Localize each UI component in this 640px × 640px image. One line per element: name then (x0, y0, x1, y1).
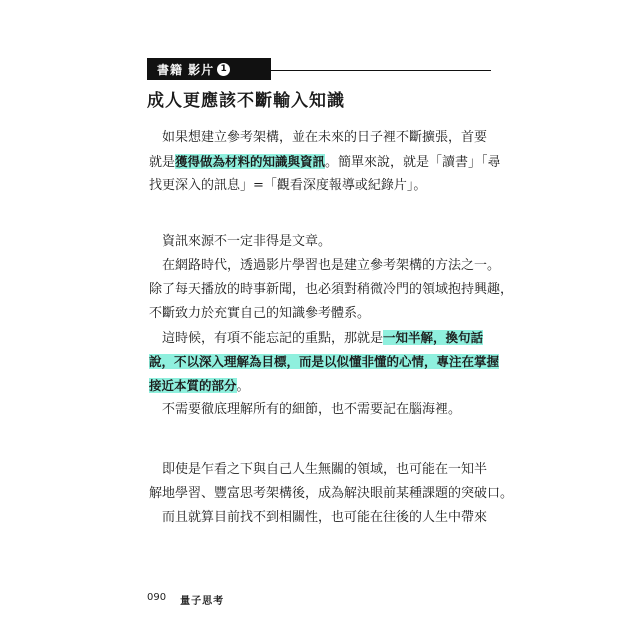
body-line (149, 304, 370, 324)
text-segment: 就是 (149, 155, 176, 170)
body-line (149, 352, 499, 372)
body-line (149, 376, 250, 396)
text-segment: 不斷致力於充實自己的知識參考體系。 (149, 306, 371, 321)
text-segment: 不需要徹底理解所有的細節，也不需要記在腦海裡。 (149, 402, 462, 417)
text-segment: 。簡單來說，就是「讀書」「尋 (325, 155, 501, 170)
highlighted-text: 獲得做為材料的知識與資訊 (175, 154, 326, 169)
section-number-badge: 1 (217, 63, 230, 76)
book-title: 量子思考 (180, 596, 225, 607)
highlighted-text: 說，不以深入理解為目標，而是以似懂非懂的心情，專注在掌握 (149, 354, 500, 369)
text-segment: 這時候，有項不能忘記的重點，那就是 (149, 331, 384, 346)
body-line (149, 176, 426, 196)
page-footer (147, 592, 224, 607)
text-segment: 如果想建立參考架構，並在未來的日子裡不斷擴張，首要 (149, 130, 488, 145)
body-line (149, 328, 483, 348)
text-segment: 解地學習、豐富思考架構後，成為解決眼前某種課題的突破口。 (149, 486, 514, 501)
body-line (149, 280, 513, 300)
body-line (149, 152, 501, 172)
section-title: 成人更應該不斷輸入知識 (147, 91, 345, 111)
text-segment: 資訊來源不一定非得是文章。 (149, 234, 332, 249)
body-line (149, 232, 331, 252)
body-line (149, 460, 487, 480)
body-line (149, 484, 513, 504)
body-line (149, 508, 487, 528)
highlighted-text: 接近本質的部分 (149, 378, 237, 393)
section-tag-label: 書籍 影片 (157, 62, 215, 77)
text-segment: 在網路時代，透過影片學習也是建立參考架構的方法之一。 (149, 258, 501, 273)
text-segment: 除了每天播放的時事新聞，也必須對稍微冷門的領域抱持興趣， (149, 282, 514, 297)
text-segment: 即使是乍看之下與自己人生無關的領域，也可能在一知半 (149, 462, 488, 477)
header-rule (271, 70, 491, 71)
section-tag (147, 58, 271, 80)
body-line (149, 128, 487, 148)
text-segment: 而且就算目前找不到相關性，也可能在往後的人生中帶來 (149, 510, 488, 525)
highlighted-text: 一知半解，換句話 (383, 330, 484, 345)
text-segment: 。 (236, 379, 250, 394)
text-segment: 找更深入的訊息」=「觀看深度報導或紀錄片」。 (149, 178, 427, 193)
section-header (147, 58, 491, 80)
page-number: 090 (147, 592, 167, 603)
body-line (149, 256, 500, 276)
body-line (149, 400, 461, 420)
